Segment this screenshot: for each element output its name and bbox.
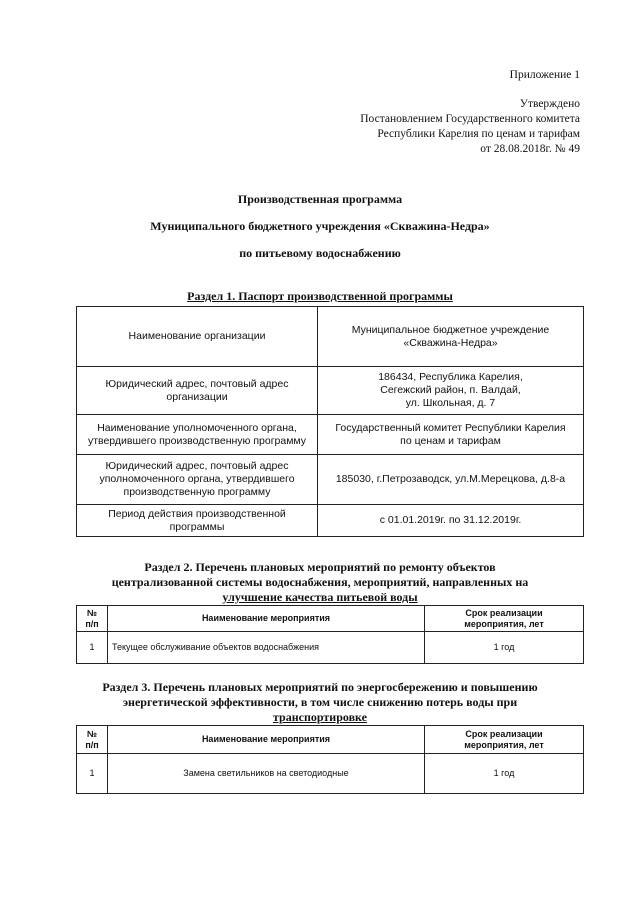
title-line: транспортировке [273,710,367,724]
table-cell-value [318,455,584,505]
cell-line: ул. Школьная, д. 7 [405,397,496,409]
cell-line: 185030, г.Петрозаводск, ул.М.Мерецкова, д.8-а [335,473,566,485]
approval-line: Республики Карелия по ценам и тарифам [377,128,580,140]
cell-line: Сегежский район, п. Валдай, [380,384,521,396]
column-header-num [77,606,108,632]
table-cell-value [318,505,584,537]
row-term: 1 год [425,632,584,664]
column-header-term [425,726,584,754]
column-header-name: Наименование мероприятия [108,606,425,632]
cell-line: Государственный комитет Республики Карелия [335,421,566,434]
table-cell-label [77,415,318,455]
cell-line: Юридический адрес, почтовый адрес [105,460,289,472]
table-header-row [77,726,584,754]
table-row [77,632,584,664]
title-line: централизованной системы водоснабжения, мероприятий, направленных на [111,575,529,589]
header-line: п/п [85,739,99,750]
organization-title: Муниципального бюджетного учреждения «Скважина-Недра» [150,219,490,233]
cell-line: утвердившего производственную программу [87,434,307,447]
table-row [77,754,584,794]
column-header-name: Наименование мероприятия [108,726,425,754]
appendix-text: Приложение 1 [509,69,580,81]
cell-line: Наименование уполномоченного органа, [97,421,297,434]
title-line: Раздел 2. Перечень плановых мероприятий по ремонту объектов [144,560,496,574]
header-line: Срок реализации [465,607,543,618]
table-cell-label [77,455,318,505]
column-header-num [77,726,108,754]
cell-line: организации [166,390,228,403]
header-line: № [86,728,98,739]
approval-line: от 28.08.2018г. № 49 [480,143,580,155]
header-line: № [86,607,98,618]
approval-block [360,97,580,157]
table-header-row [77,606,584,632]
header-line: мероприятия, лет [464,618,544,629]
table-row [77,415,584,455]
column-header-term [425,606,584,632]
row-term: 1 год [425,754,584,794]
section2-title [0,560,640,605]
table-row [77,307,584,367]
cell-line: по ценам и тарифам [400,434,501,447]
header-line: Срок реализации [465,728,543,739]
cell-line: уполномоченного органа, утвердившего [99,473,295,485]
program-title: Производственная программа [237,192,403,206]
table-cell-value [318,307,584,367]
table-cell-value [318,415,584,455]
table-cell-label [77,367,318,415]
cell-line: Муниципальное бюджетное учреждение [351,323,550,336]
cell-line: с 01.01.2019г. по 31.12.2019г. [379,514,522,526]
table-row [77,367,584,415]
program-scope: по питьевому водоснабжению [239,246,401,260]
cell-line: Юридический адрес, почтовый адрес [105,377,289,390]
section3-title [0,680,640,725]
row-name: Текущее обслуживание объектов водоснабжения [108,632,425,664]
table-cell-label: Наименование организации [77,307,318,367]
appendix-label [510,68,580,83]
energy-measures-table [76,725,584,794]
repair-measures-table [76,605,584,664]
title-line: улучшение качества питьевой воды [222,590,418,604]
title-line: Раздел 3. Перечень плановых мероприятий по энергосбережению и повышению [102,680,538,694]
passport-table [76,306,584,537]
approval-line: Утверждено [519,98,580,110]
cell-line: производственную программу [123,486,271,498]
cell-line: Период действия производственной [108,507,286,520]
approval-line: Постановлением Государственного комитета [360,113,580,125]
table-row [77,455,584,505]
table-cell-label [77,505,318,537]
table-cell-value [318,367,584,415]
row-num: 1 [77,632,108,664]
cell-line: 186434, Республика Карелия, [378,371,523,383]
title-line: энергетической эффективности, в том числе снижению потерь воды при [122,695,518,709]
table-row [77,505,584,537]
header-line: мероприятия, лет [464,739,544,750]
row-num: 1 [77,754,108,794]
cell-line: «Скважина-Недра» [403,336,498,349]
section1-title: Раздел 1. Паспорт производственной программы [187,289,453,303]
row-name: Замена светильников на светодиодные [108,754,425,794]
header-line: п/п [85,618,99,629]
cell-line: программы [169,520,225,533]
